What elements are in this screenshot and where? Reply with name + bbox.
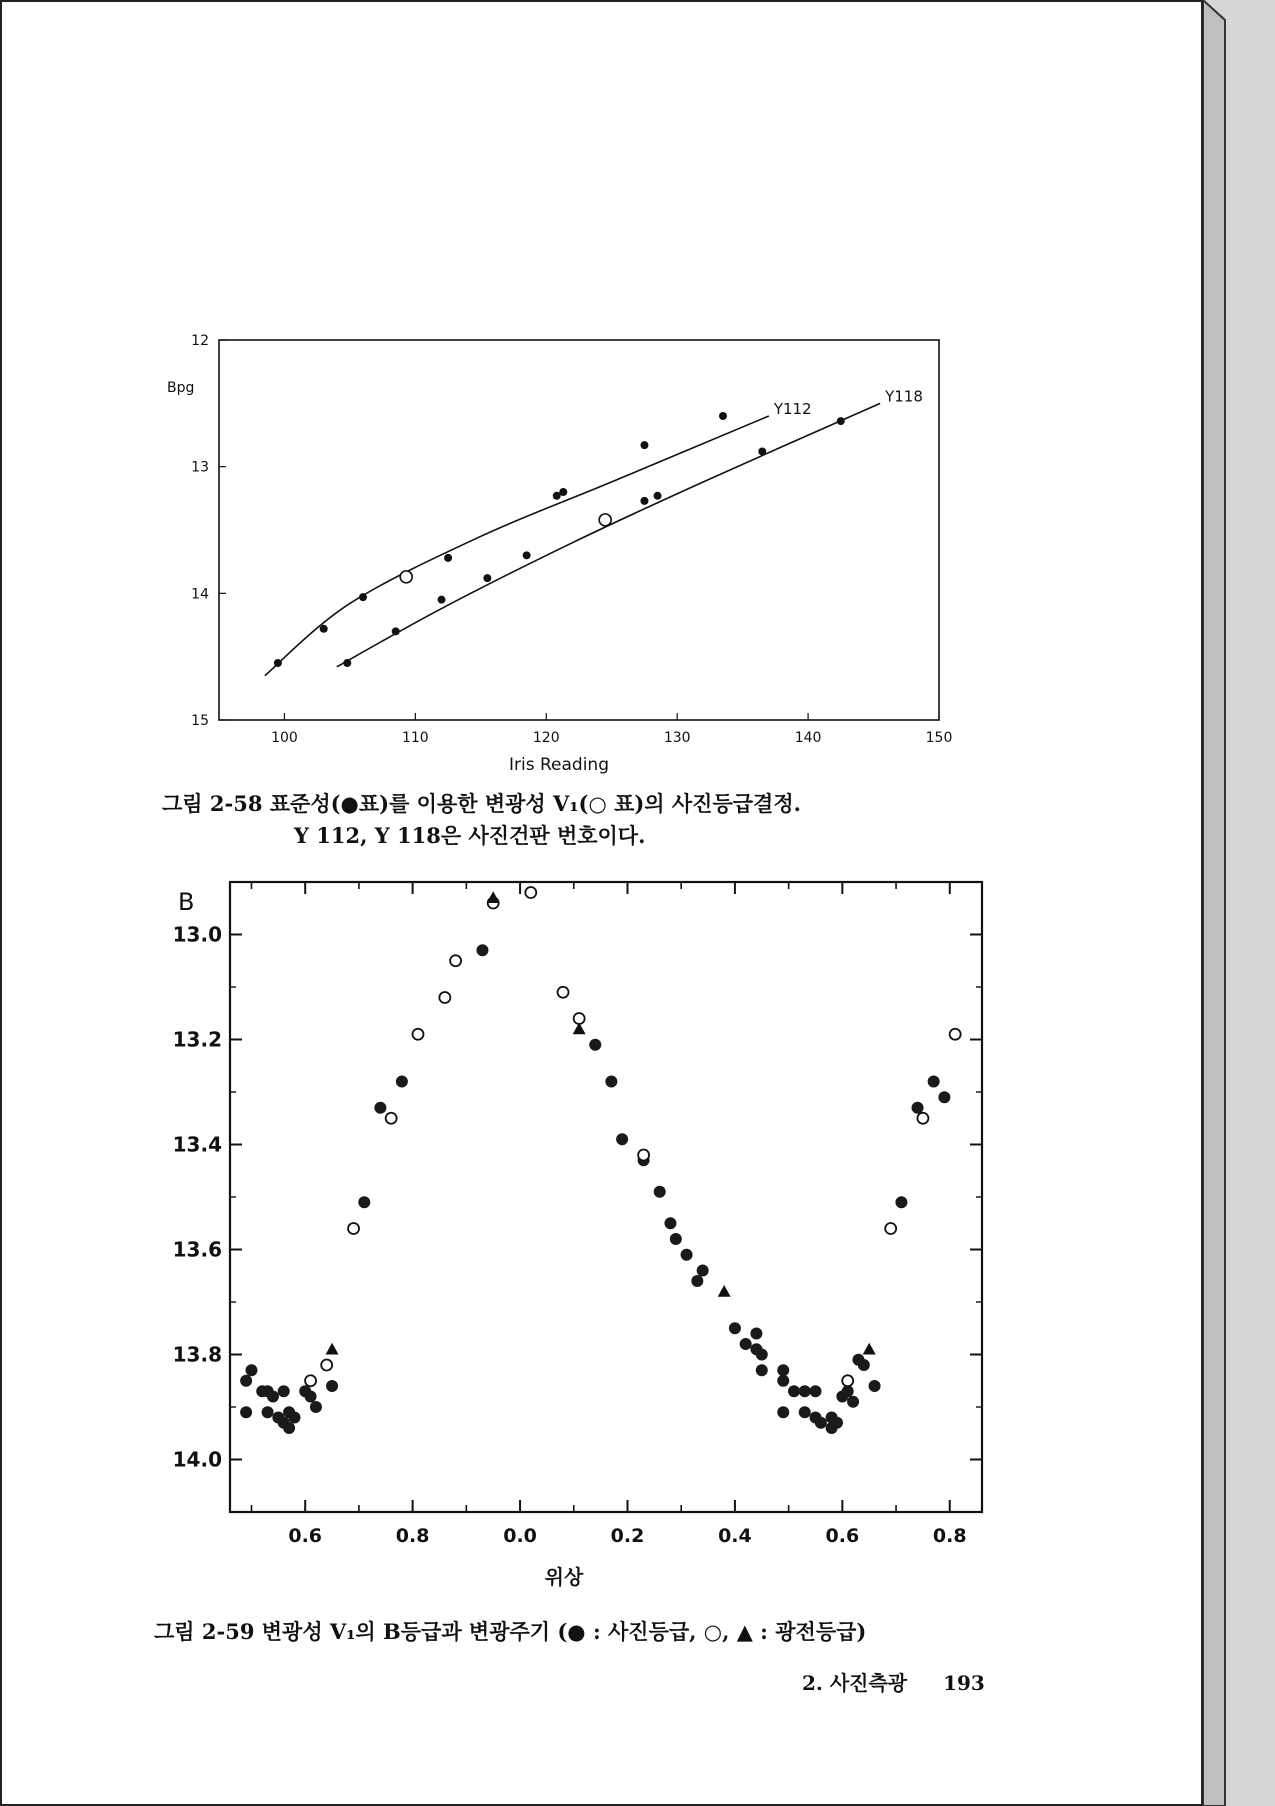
photographic-point: [245, 1364, 257, 1376]
photographic-point: [681, 1249, 693, 1261]
figure-2-58-caption-line1: 그림 2-58 표준성(●표)를 이용한 변광성 V₁(○ 표)의 사진등급결정.: [162, 791, 801, 816]
page-footer: [802, 1667, 985, 1696]
figure-2-59-caption: 그림 2-59 변광성 V₁의 B등급과 변광주기 (● : 사진등급, ○, ▲ : 광전등급): [154, 1619, 867, 1644]
filled-point: [343, 659, 351, 667]
photoelectric-point: [574, 1013, 585, 1024]
photographic-point: [928, 1076, 940, 1088]
filled-point: [654, 492, 662, 500]
series-label-Y112: Y112: [773, 400, 812, 418]
photoelectric-point: [348, 1223, 359, 1234]
photographic-point: [654, 1186, 666, 1198]
photographic-point: [262, 1406, 274, 1418]
photoelectric-point: [842, 1375, 853, 1386]
photoelectric-point: [638, 1150, 649, 1161]
photographic-point: [847, 1396, 859, 1408]
x-tick-label: 130: [663, 730, 691, 746]
photoelectric-point: [917, 1113, 928, 1124]
filled-point: [444, 554, 452, 562]
y-tick-label: 14: [191, 586, 209, 603]
photographic-point: [756, 1349, 768, 1361]
photographic-point: [374, 1102, 386, 1114]
filled-point: [758, 447, 766, 455]
photographic-point: [750, 1328, 762, 1340]
photoelectric-point: [439, 992, 450, 1003]
photographic-point: [476, 944, 488, 956]
x-tick-label: 0.6: [288, 1525, 323, 1547]
x-tick-label: 0.4: [718, 1525, 752, 1547]
photographic-point: [616, 1133, 628, 1145]
curve-Y112: [265, 416, 769, 676]
photographic-point: [815, 1417, 827, 1429]
y-tick-label: 13.4: [172, 1132, 222, 1157]
y-tick-label: 12: [191, 333, 209, 349]
y-axis-label: Bpg: [167, 380, 195, 396]
photoelectric-point: [885, 1223, 896, 1234]
filled-point: [640, 497, 648, 505]
filled-point: [392, 627, 400, 635]
photographic-point: [799, 1406, 811, 1418]
x-tick-label: 150: [925, 730, 952, 746]
photographic-point: [283, 1422, 295, 1434]
y-tick-label: 15: [191, 713, 209, 729]
photoelectric-triangle: [487, 891, 500, 903]
photographic-point: [589, 1039, 601, 1051]
photographic-point: [938, 1091, 950, 1103]
filled-point: [274, 659, 282, 667]
photographic-point: [278, 1385, 290, 1397]
photoelectric-triangle: [718, 1285, 731, 1297]
figure-2-58-caption-line2: Y 112, Y 118은 사진건판 번호이다.: [294, 823, 646, 848]
filled-point: [438, 596, 446, 604]
photographic-point: [358, 1196, 370, 1208]
photographic-point: [288, 1412, 300, 1424]
photoelectric-point: [950, 1029, 961, 1040]
photographic-point: [691, 1275, 703, 1287]
figure-2-58-chart: [152, 322, 952, 782]
x-tick-label: 0.8: [395, 1525, 430, 1547]
x-tick-label: 100: [271, 730, 298, 746]
series-label-Y118: Y118: [885, 387, 923, 406]
x-tick-label: 120: [532, 730, 560, 746]
photoelectric-triangle: [573, 1023, 586, 1035]
x-tick-label: 110: [401, 730, 429, 746]
photoelectric-point: [305, 1375, 316, 1386]
filled-point: [719, 412, 727, 420]
y-tick-label: 14.0: [172, 1447, 222, 1472]
filled-point: [837, 417, 845, 425]
figure-2-59-chart: [142, 872, 1012, 1592]
photographic-point: [799, 1385, 811, 1397]
filled-point: [483, 574, 491, 582]
photographic-point: [396, 1076, 408, 1088]
x-axis-label: Iris Reading: [509, 755, 609, 775]
photographic-point: [869, 1380, 881, 1392]
photoelectric-point: [525, 887, 536, 898]
y-tick-label: 13.6: [172, 1237, 222, 1262]
page-number: 193: [943, 1671, 985, 1695]
filled-point: [523, 551, 531, 559]
y-tick-label: 13.0: [172, 922, 222, 947]
photographic-point: [831, 1417, 843, 1429]
photographic-point: [809, 1385, 821, 1397]
photographic-point: [729, 1322, 741, 1334]
photographic-point: [310, 1401, 322, 1413]
photoelectric-triangle: [863, 1343, 876, 1355]
photographic-point: [912, 1102, 924, 1114]
section-title: 2. 사진측광: [802, 1671, 908, 1695]
curve-Y118: [337, 403, 880, 666]
photographic-point: [895, 1196, 907, 1208]
photographic-point: [240, 1406, 252, 1418]
x-tick-label: 140: [794, 730, 822, 746]
page-edge-shadow: [1203, 0, 1263, 1806]
photoelectric-point: [450, 955, 461, 966]
open-point: [400, 571, 412, 583]
filled-point: [559, 488, 567, 496]
photographic-point: [788, 1385, 800, 1397]
photoelectric-point: [558, 987, 569, 998]
x-tick-label: 0.0: [503, 1525, 537, 1547]
photographic-point: [605, 1076, 617, 1088]
plot-frame: [230, 882, 982, 1512]
x-tick-label: 0.2: [610, 1525, 645, 1547]
filled-point: [640, 441, 648, 449]
photographic-point: [740, 1338, 752, 1350]
photographic-point: [305, 1391, 317, 1403]
plot-frame: [219, 340, 939, 720]
photographic-point: [777, 1406, 789, 1418]
x-tick-label: 0.8: [932, 1525, 967, 1547]
photoelectric-triangle: [326, 1343, 339, 1355]
photographic-point: [664, 1217, 676, 1229]
x-axis-label: 위상: [544, 1565, 584, 1589]
photographic-point: [777, 1364, 789, 1376]
photographic-point: [858, 1359, 870, 1371]
photographic-point: [777, 1375, 789, 1387]
y-tick-label: 13.8: [172, 1342, 222, 1367]
photographic-point: [697, 1265, 709, 1277]
photographic-point: [670, 1233, 682, 1245]
photographic-point: [267, 1391, 279, 1403]
y-axis-label: B: [178, 888, 195, 916]
x-tick-label: 0.6: [825, 1525, 860, 1547]
filled-point: [359, 593, 367, 601]
photographic-point: [756, 1364, 768, 1376]
photoelectric-point: [321, 1360, 332, 1371]
photographic-point: [240, 1375, 252, 1387]
photoelectric-point: [413, 1029, 424, 1040]
y-tick-label: 13: [191, 459, 209, 476]
filled-point: [320, 625, 328, 633]
open-point: [599, 514, 611, 526]
y-tick-label: 13.2: [172, 1027, 222, 1052]
photoelectric-point: [386, 1113, 397, 1124]
photographic-point: [326, 1380, 338, 1392]
